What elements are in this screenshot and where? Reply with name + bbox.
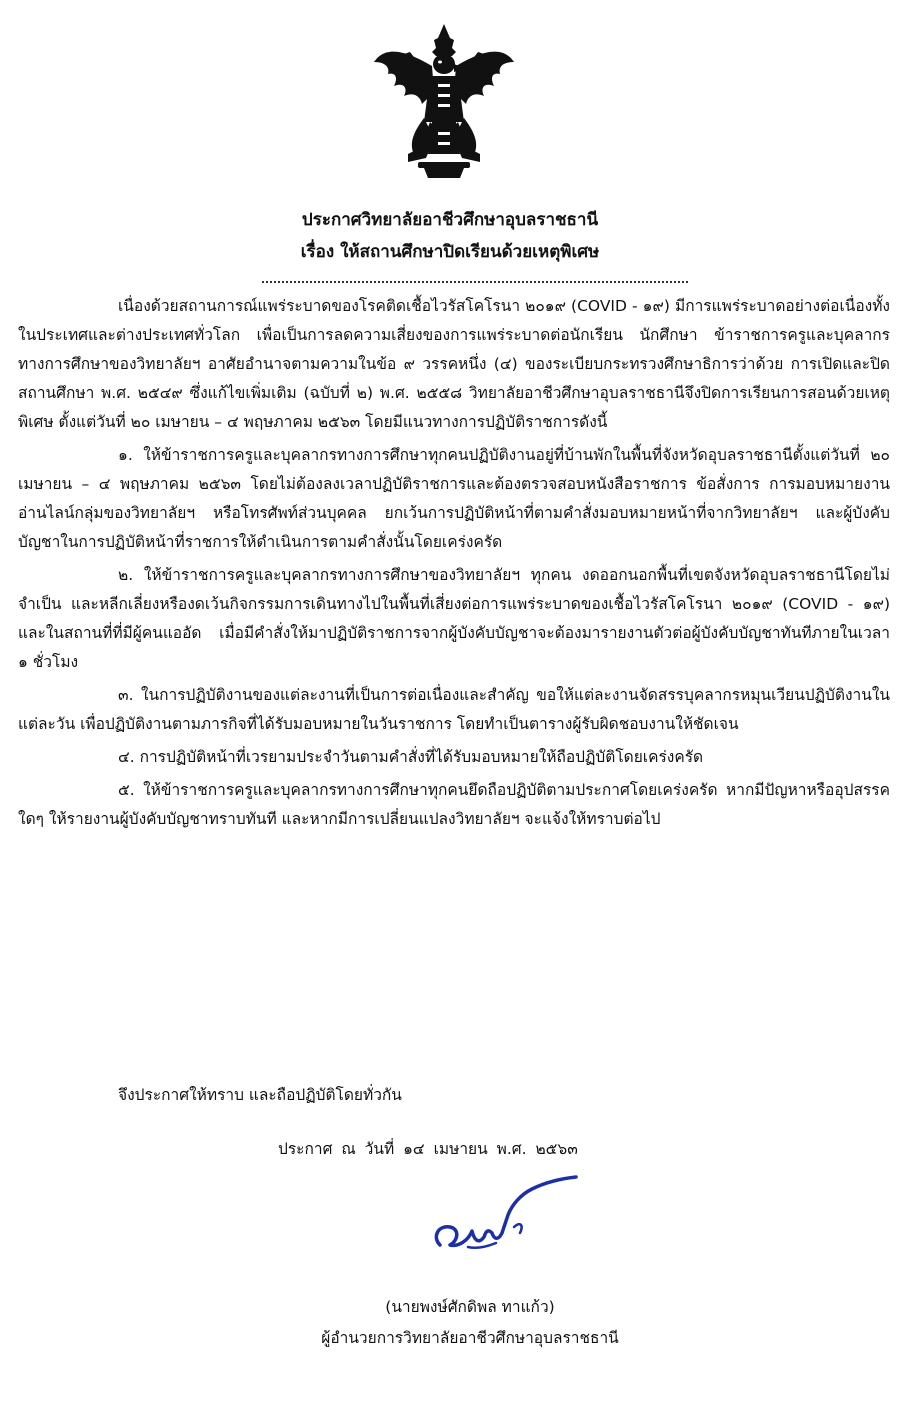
closing-statement: จึงประกาศให้ทราบ และถือปฏิบัติโดยทั่วกัน — [118, 1086, 402, 1104]
document-body — [18, 292, 890, 834]
garuda-emblem-icon — [368, 22, 520, 180]
signer-name: (นายพงษ์ศักดิพล ทาแก้ว) — [385, 1298, 555, 1316]
item-1-paragraph: ๑. ให้ข้าราชการครูและบุคลากรทางการศึกษาทุกคนปฏิบัติงานอยู่ที่บ้านพักในพื้นที่จังหวัดอุบลราชธานีตั้งแต่วันที่ ๒๐ เมษายน – ๔ พฤษภาคม ๒๕๖๓ โดยไม่ต้องลงเวลาปฏิบัติราชการและต้องตรวจสอบหนังสือราชการ ข้อสั่งการ การมอบหมายงาน อ่านไลน์กลุ่มของวิทยาลัยฯ หรือโทรศัพท์ส่วนบุคคล ยกเว้นการปฏิบัติหน้าที่ตามคำสั่งมอบหมายหน้าที่จากวิทยาลัยฯ และผู้บังคับบัญชาในการปฏิบัติหน้าที่ราชการให้ดำเนินการตามคำสั่งนั้นโดยเคร่งครัด — [18, 446, 890, 551]
dotted-divider — [262, 281, 688, 283]
document-title: ประกาศวิทยาลัยอาชีวศึกษาอุบลราชธานี — [301, 210, 599, 230]
item-4-paragraph: ๔. การปฏิบัติหน้าที่เวรยามประจำวันตามคำสั่งที่ได้รับมอบหมายให้ถือปฏิบัติโดยเคร่งครัด — [118, 748, 704, 766]
item-3-paragraph: ๓. ในการปฏิบัติงานของแต่ละงานที่เป็นการต่อเนื่องและสำคัญ ขอให้แต่ละงานจัดสรรบุคลากรหมุนเวียนปฏิบัติงานในแต่ละวัน เพื่อปฏิบัติงานตามภารกิจที่ได้รับมอบหมายในวันราชการ โดยทำเป็นตารางผู้รับผิดชอบงานให้ชัดเจน — [18, 686, 890, 733]
intro-paragraph: เนื่องด้วยสถานการณ์แพร่ระบาดของโรคติดเชื้อไวรัสโคโรนา ๒๐๑๙ (COVID - ๑๙) มีการแพร่ระบาดอย่างต่อเนื่องทั้งในประเทศและต่างประเทศทั่วโลก เพื่อเป็นการลดความเสี่ยงของการแพร่ระบาดต่อนักเรียน นักศึกษา ข้าราชการครูและบุคลากรทางการศึกษาของวิทยาลัยฯ อาศัยอำนาจตามความในข้อ ๙ วรรคหนึ่ง (๔) ของระเบียบกระทรวงศึกษาธิการว่าด้วย การเปิดและปิดสถานศึกษา พ.ศ. ๒๕๔๙ ซึ่งแก้ไขเพิ่มเติม (ฉบับที่ ๒) พ.ศ. ๒๕๕๘ วิทยาลัยอาชีวศึกษาอุบลราชธานีจึงปิดการเรียนการสอนด้วยเหตุพิเศษ ตั้งแต่วันที่ ๒๐ เมษายน – ๔ พฤษภาคม ๒๕๖๓ โดยมีแนวทางการปฏิบัติราชการดังนี้ — [18, 297, 890, 431]
handwritten-signature — [428, 1175, 583, 1275]
signer-position: ผู้อำนวยการวิทยาลัยอาชีวศึกษาอุบลราชธานี — [321, 1329, 619, 1347]
item-2-paragraph: ๒. ให้ข้าราชการครูและบุคลากรทางการศึกษาของวิทยาลัยฯ ทุกคน งดออกนอกพื้นที่เขตจังหวัดอุบลราชธานีโดยไม่จำเป็น และหลีกเลี่ยงหรืองดเว้นกิจกรรมการเดินทางไปในพื้นที่เสี่ยงต่อการแพร่ระบาดของเชื้อไวรัสโคโรนา ๒๐๑๙ (COVID - ๑๙) และในสถานที่ที่มีผู้คนแออัด เมื่อมีคำสั่งให้มาปฏิบัติราชการจากผู้บังคับบัญชาจะต้องมารายงานตัวต่อผู้บังคับบัญชาทันทีภายในเวลา ๑ ชั่วโมง — [18, 566, 890, 671]
item-5-paragraph: ๕. ให้ข้าราชการครูและบุคลากรทางการศึกษาทุกคนยึดถือปฏิบัติตามประกาศโดยเคร่งครัด หากมีปัญหาหรืออุปสรรคใดๆ ให้รายงานผู้บังคับบัญชาทราบทันที และหากมีการเปลี่ยนแปลงวิทยาลัยฯ จะแจ้งให้ทราบต่อไป — [18, 781, 890, 828]
document-subject: เรื่อง ให้สถานศึกษาปิดเรียนด้วยเหตุพิเศษ — [300, 242, 600, 262]
announcement-date: ประกาศ ณ วันที่ ๑๔ เมษายน พ.ศ. ๒๕๖๓ — [278, 1140, 578, 1158]
